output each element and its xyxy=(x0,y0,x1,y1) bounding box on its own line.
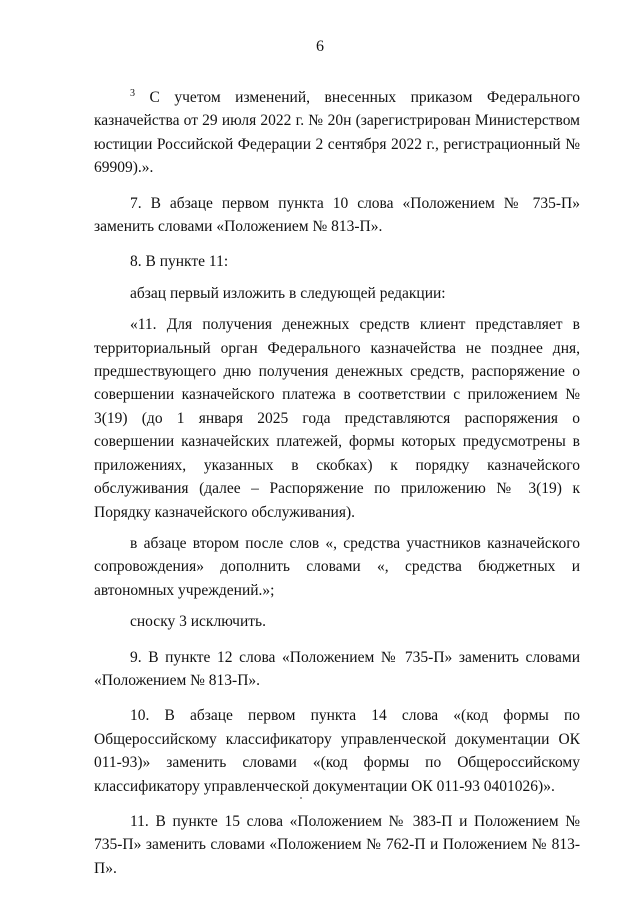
scan-speck xyxy=(300,797,302,799)
paragraph-quoted-11: «11. Для получения денежных средств клиент представляет в территориальный орган Федерального казначейства не позднее дня, предшествующего дню получения денежных средств, распоряжение о совершении казначейского платежа в соответствии с приложением № 3(19) (до 1 января 2025 года представляются распоряжения о совершении казначейских платежей, формы которых предусмотрены в приложениях, указанных в скобках) к порядку казначейского обслуживания (далее – Распоряжение по приложению № 3(19) к Порядку казначейского обслуживания). xyxy=(94,316,580,521)
paragraph-item-11: 11. В пункте 15 слова «Положением № 383-П и Положением № 735-П» заменить словами «Положением № 762-П и Положением № 813-П». xyxy=(94,812,580,877)
paragraph-abzac-first: абзац первый изложить в следующей редакции: xyxy=(130,284,446,302)
footnote-marker: 3 xyxy=(130,87,135,99)
paragraph-abzac-second: в абзаце втором после слов «, средства участников казначейского сопровождения» дополнить словами «, средства бюджетных и автономных учреждений.»; xyxy=(94,534,580,599)
footnote-paragraph xyxy=(94,86,580,180)
paragraph-item-9: 9. В пункте 12 слова «Положением № 735-П» заменить словами «Положением № 813-П». xyxy=(94,648,580,689)
document-body xyxy=(94,86,580,880)
paragraph-item-8: 8. В пункте 11: xyxy=(130,253,229,271)
footnote-text: С учетом изменений, внесенных приказом Федерального казначейства от 29 июля 2022 г. № 20н (зарегистрирован Министерством юстиции Российской Федерации 2 сентября 2022 г., регистрационный № 69909).». xyxy=(94,89,580,177)
paragraph-item-10: 10. В абзаце первом пункта 14 слова «(код формы по Общероссийскому классификатору управленческой документации ОК 011-93)» заменить словами «(код формы по Общероссийскому классификатору управленческой документации ОК 011-93 0401026)». xyxy=(94,707,580,795)
page-number: 6 xyxy=(316,38,324,55)
paragraph-footnote-remove: сноску 3 исключить. xyxy=(130,613,266,631)
paragraph-item-7: 7. В абзаце первом пункта 10 слова «Положением № 735-П» заменить словами «Положением № 813-П». xyxy=(94,194,580,236)
